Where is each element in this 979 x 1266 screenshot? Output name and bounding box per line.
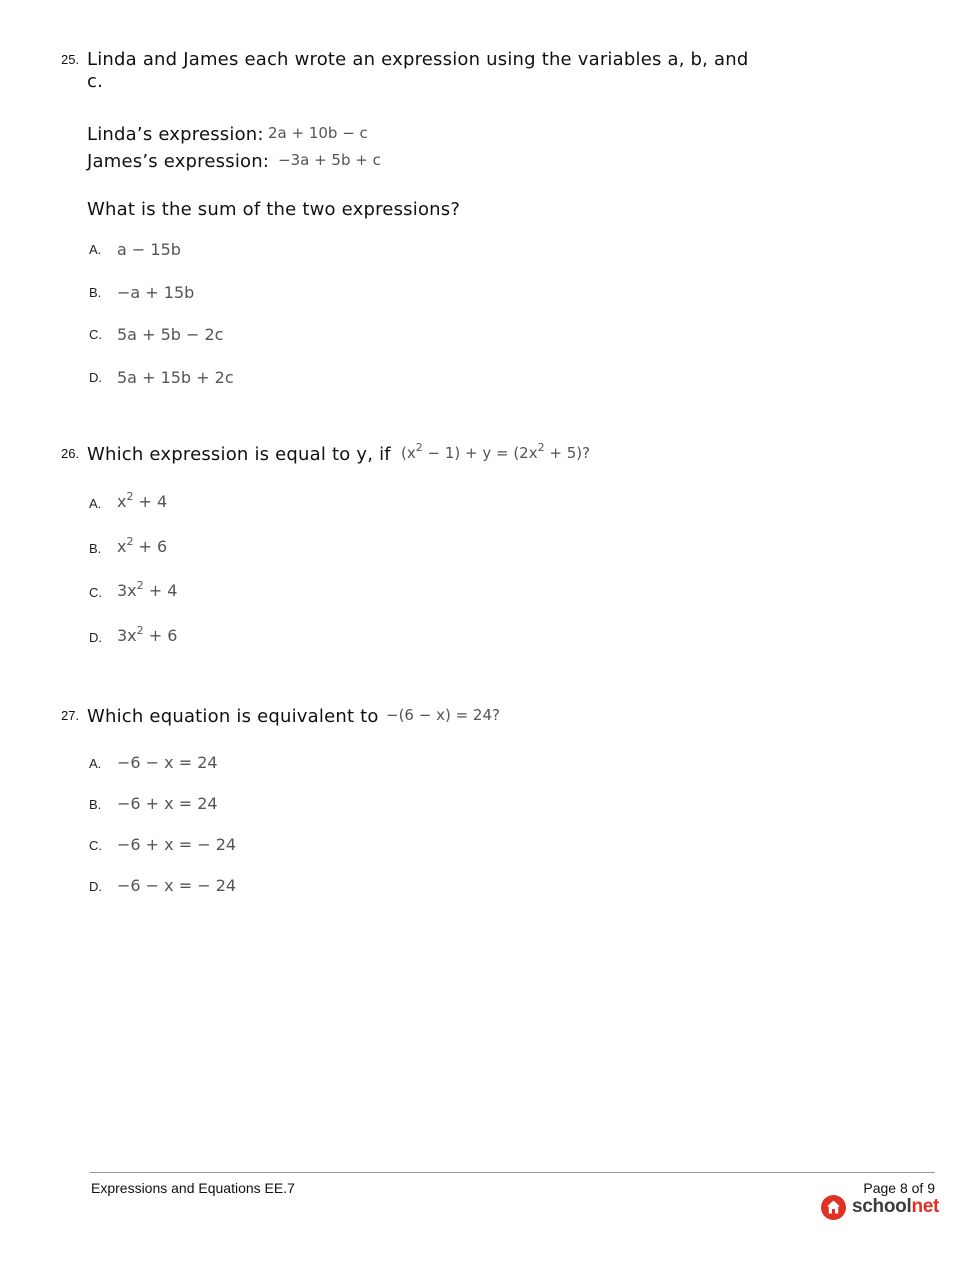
q25-option-c[interactable]: 5a + 5b − 2c xyxy=(117,325,224,344)
q25-option-a-letter: A. xyxy=(89,242,102,257)
q27-option-a[interactable]: −6 − x = 24 xyxy=(117,753,218,772)
q27-option-c[interactable]: −6 + x = − 24 xyxy=(117,835,237,854)
q26-option-b[interactable]: $x^2 + 6$ xyxy=(117,535,168,556)
q25-option-c-letter: C. xyxy=(89,327,102,342)
question-25-stem-line1: Linda and James each wrote an expression using the variables a, b, and xyxy=(87,49,749,70)
linda-label: Linda’s expression: xyxy=(87,124,264,145)
q26-option-a[interactable]: $x^2 + 4$ xyxy=(117,490,168,511)
question-25-prompt: What is the sum of the two expressions? xyxy=(87,199,461,220)
q26-option-d-letter: D. xyxy=(89,630,102,645)
question-27-number: 27. xyxy=(61,708,80,723)
q27-option-c-letter: C. xyxy=(89,838,102,853)
question-25-number: 25. xyxy=(61,52,80,67)
q26-option-a-letter: A. xyxy=(89,496,102,511)
question-26-equation: $(x^2 - 1) + y = (2x^2 + 5)$? xyxy=(401,441,591,462)
q26-option-d[interactable]: $3x^2 + 6$ xyxy=(117,624,178,645)
q27-option-b-letter: B. xyxy=(89,797,102,812)
schoolnet-logo-icon xyxy=(821,1195,846,1220)
question-27-equation: −(6 − x) = 24? xyxy=(386,706,500,724)
q25-option-a[interactable]: a − 15b xyxy=(117,240,181,259)
q26-option-b-letter: B. xyxy=(89,541,102,556)
linda-expression: 2a + 10b − c xyxy=(268,124,368,142)
q27-option-d[interactable]: −6 − x = − 24 xyxy=(117,876,237,895)
q26-option-c-letter: C. xyxy=(89,585,102,600)
james-label: James’s expression: xyxy=(87,151,270,172)
question-27-stem: Which equation is equivalent to xyxy=(87,706,379,727)
question-26-number: 26. xyxy=(61,446,80,461)
q27-option-a-letter: A. xyxy=(89,756,102,771)
q25-option-d[interactable]: 5a + 15b + 2c xyxy=(117,368,234,387)
question-26-stem: Which expression is equal to y, if xyxy=(87,444,391,465)
james-expression: −3a + 5b + c xyxy=(278,151,381,169)
q27-option-d-letter: D. xyxy=(89,879,102,894)
footer-divider xyxy=(90,1172,935,1173)
q27-option-b[interactable]: −6 + x = 24 xyxy=(117,794,218,813)
schoolnet-logo: schoolnet xyxy=(852,1196,940,1217)
footer-title: Expressions and Equations EE.7 xyxy=(91,1180,295,1196)
question-25-stem-line2: c. xyxy=(87,71,104,92)
q25-option-b[interactable]: −a + 15b xyxy=(117,283,195,302)
q26-option-c[interactable]: $3x^2 + 4$ xyxy=(117,579,178,600)
q25-option-d-letter: D. xyxy=(89,370,102,385)
q25-option-b-letter: B. xyxy=(89,285,102,300)
page-number: Page 8 of 9 xyxy=(863,1180,935,1196)
